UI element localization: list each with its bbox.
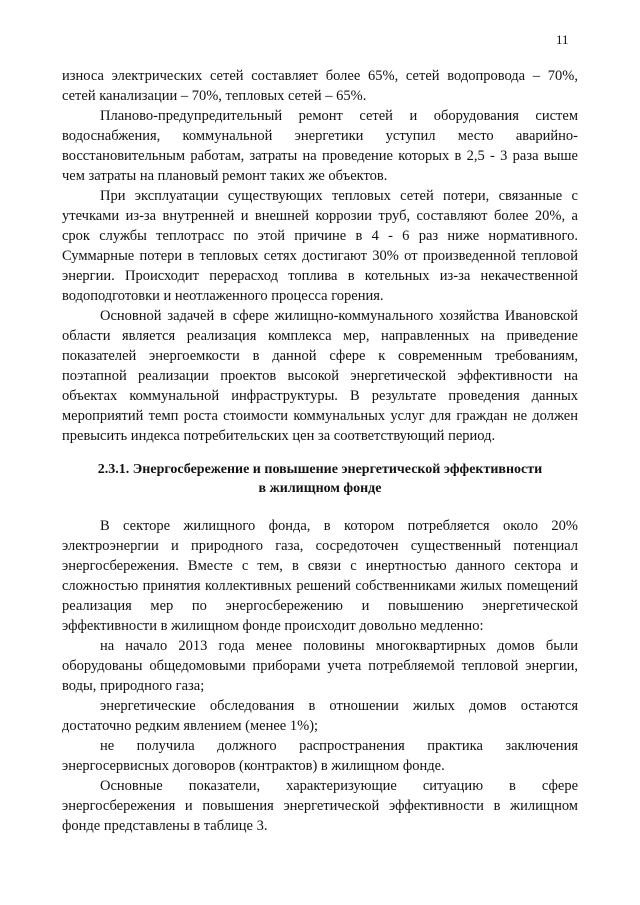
paragraph-main-task: Основной задачей в сфере жилищно-коммунального хозяйства Ивановской области является реализация комплекса мер, направленных на приведение показателей энергоемкости в данной сфере к современным требованиям, поэтапной реализации проектов высокой энергетической эффективности на объектах коммунальной инфраструктуры. В результате проведения данных мероприятий темп роста стоимости коммунальных услуг для граждан не должен превысить индекса потребительских цен за соответствующий период.: [62, 308, 578, 444]
page-number: 11: [556, 32, 569, 47]
list-item-metering: на начало 2013 года менее половины многоквартирных домов были оборудованы общедомовыми приборами учета потребляемой тепловой энергии, воды, природного газа;: [62, 638, 578, 694]
section-heading-line-2: в жилищном фонде: [258, 481, 382, 496]
paragraph-housing-sector: В секторе жилищного фонда, в котором потребляется около 20% электроэнергии и природного газа, сосредоточен существенный потенциал энергосбережения. Вместе с тем, в связи с инертностью данного сектора и сложностью принятия коллективных решений собственниками жилых помещений реализация мер по энергосбережению и повышению энергетической эффективности в жилищном фонде происходит довольно медленно:: [62, 518, 578, 634]
paragraph-table-reference: Основные показатели, характеризующие ситуацию в сфере энергосбережения и повышения энергетической эффективности в жилищном фонде представлены в таблице 3.: [62, 778, 578, 834]
paragraph-heat-losses: При эксплуатации существующих тепловых сетей потери, связанные с утечками из-за внутренней и внешней коррозии труб, составляют более 20%, а срок службы теплотрасс по этой причине в 4 - 6 раз ниже нормативного. Суммарные потери в тепловых сетях достигают 30% от произведенной тепловой энергии. Происходит перерасход топлива в котельных из-за некачественной водоподготовки и неотлаженного процесса горения.: [62, 188, 578, 304]
document-body: [62, 66, 578, 836]
paragraph-network-wear: износа электрических сетей составляет более 65%, сетей водопровода – 70%, сетей канализации – 70%, тепловых сетей – 65%.: [62, 68, 578, 104]
section-heading: [62, 460, 578, 498]
list-item-energy-service-contracts: не получила должного распространения практика заключения энергосервисных договоров (контрактов) в жилищном фонде.: [62, 738, 578, 774]
section-heading-line-1: 2.3.1. Энергосбережение и повышение энергетической эффективности: [97, 462, 543, 477]
list-item-energy-audits: энергетические обследования в отношении жилых домов остаются достаточно редким явлением (менее 1%);: [62, 698, 578, 734]
paragraph-repair-costs: Планово-предупредительный ремонт сетей и оборудования систем водоснабжения, коммунальной энергетики уступил место аварийно-восстановительным работам, затраты на проведение которых в 2,5 - 3 раза выше чем затраты на плановый ремонт таких же объектов.: [62, 108, 578, 184]
